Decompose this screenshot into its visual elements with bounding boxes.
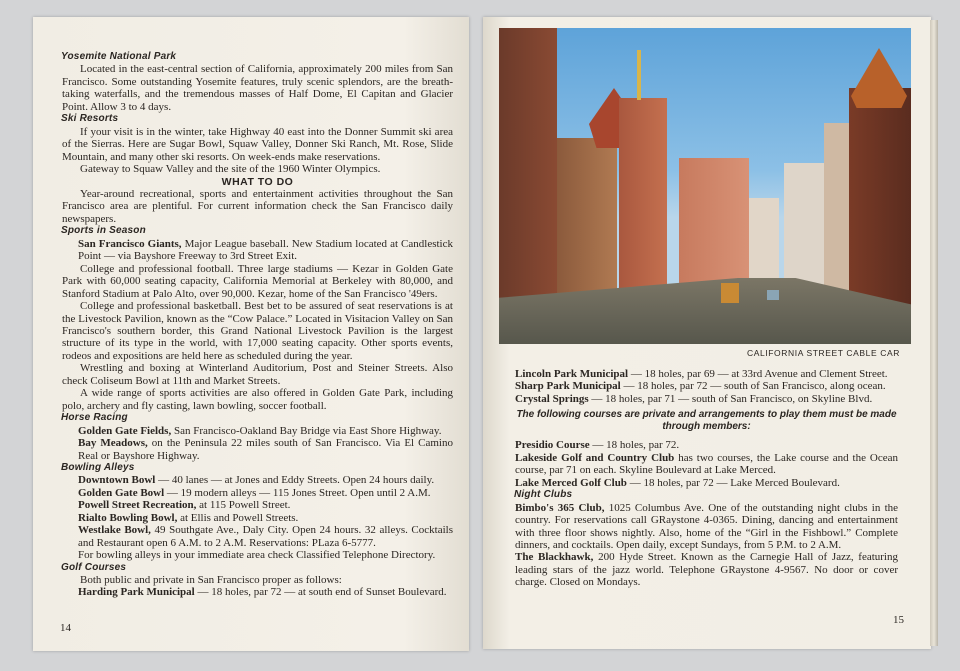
right-page-text <box>515 368 898 589</box>
listing-entry <box>515 439 898 451</box>
paragraph: Both public and private in San Francisco proper as follows: <box>80 574 342 587</box>
page-edges <box>930 20 938 646</box>
photo-caption: CALIFORNIA STREET CABLE CAR <box>746 348 900 358</box>
section-heading: Yosemite National Park <box>61 51 177 62</box>
listing-entry <box>62 512 453 524</box>
listing-name: The Blackhawk, <box>515 551 594 564</box>
listing-entry <box>515 551 898 588</box>
paragraph: Wrestling and boxing at Winterland Auditorium, Post and Steiner Streets. Also check Coliseum Bowl at 11th and Market Streets. <box>62 362 453 387</box>
listing-details: San Francisco-Oakland Bay Bridge via East Shore Highway. <box>171 424 442 437</box>
listing-name: Lake Merced Golf Club <box>515 476 627 489</box>
paragraph: College and professional basketball. Best bet to be assured of seat reservations is at the Livestock Pavilion, known as the “Cow Palace.” Located in Visitacion Valley on San Francisco's southern border, this Grand National Livestock Pavilion is the largest structure of its type in the world, with 17,000 seating capacity. Other sports events, rodeos and expositions are held here as scheduled during the year. <box>62 300 453 362</box>
listing-entry <box>62 474 453 486</box>
listing-name: Crystal Springs <box>515 392 589 405</box>
listing-details: For bowling alleys in your immediate area check Classified Telephone Directory. <box>78 549 436 562</box>
section-heading: Ski Resorts <box>61 113 119 125</box>
listing-entry <box>515 502 898 552</box>
section-heading: Golf Courses <box>61 561 127 573</box>
listing-details: 49 Southgate Ave., Daly City. Open 24 hours. 32 alleys. Cocktails and Restaurant open 6 A.M. to 2 A.M. Reservations: PLaza 6-5777. <box>78 524 453 549</box>
cable-car-photo <box>499 28 911 344</box>
listing-name: Lakeside Golf and Country Club <box>515 451 675 464</box>
listing-details: — 18 holes, par 72. <box>589 439 680 452</box>
listing-name: Rialto Bowling Bowl, <box>78 511 178 524</box>
listing-name: Downtown Bowl <box>78 474 156 487</box>
section-heading: Bowling Alleys <box>61 461 135 473</box>
listing-entry <box>62 524 453 549</box>
section-heading: Sports in Season <box>61 225 146 237</box>
listing-name: Bay Meadows, <box>78 437 148 450</box>
listing-name: Lincoln Park Municipal <box>515 368 629 380</box>
section-title: WHAT TO DO <box>221 175 294 188</box>
listing-details: 200 Hyde Street. Known as the Carnegie Hall of Jazz, featuring leading stars of the jazz world. Telephone GRaystone 4-9567. No door or cover charge. Closed on Mondays. <box>515 551 898 589</box>
listing-details: — 18 holes, par 69 — at 33rd Avenue and Clement Street. <box>628 368 888 380</box>
paragraph: College and professional football. Three large stadiums — Kezar in Golden Gate Park with 60,000 seating capacity, California Memorial at Berkeley with 80,000, and Stanford Stadium at Palo Alto, over 90,000. Kezar, home of the San Francisco '49ers. <box>62 262 453 300</box>
listing-details: — 18 holes, par 71 — south of San Francisco, on Skyline Blvd. <box>588 392 873 405</box>
listing-name: Golden Gate Fields, <box>78 424 172 437</box>
listing-entry <box>62 487 453 499</box>
paragraph: A wide range of sports activities are also offered in Golden Gate Park, including polo, archery and fly casting, lawn bowling, soccer football. <box>62 387 453 412</box>
listing-details: — 40 lanes — at Jones and Eddy Streets. Open 24 hours daily. <box>155 474 435 487</box>
listing-entry <box>62 425 453 437</box>
listing-entry <box>515 393 898 405</box>
listing-details: — 18 holes, par 72 — at south end of Sunset Boulevard. <box>194 586 447 599</box>
listing-details: has two courses, the Lake course and the Ocean course, par 71 on each. Skyline Boulevard at Lake Merced. <box>515 451 898 477</box>
paragraph: If your visit is in the winter, take Highway 40 east into the Donner Summit ski area of the Sierras. Here are Sugar Bowl, Squaw Valley, Donner Ski Ranch, Mt. Rose, Slide Mountain, and many other ski resorts. On week-ends make reservations. <box>62 125 453 163</box>
listing-entry <box>62 437 453 462</box>
listing-entry <box>515 368 898 380</box>
listing-details: at 115 Powell Street. <box>196 499 291 512</box>
listing-entry <box>62 586 453 598</box>
left-page-text <box>62 51 453 599</box>
listing-details: on the Peninsula 22 miles south of San Francisco. Via El Camino Real or Bayshore Highway. <box>78 437 453 462</box>
section-heading: Night Clubs <box>514 489 573 501</box>
listing-entry <box>62 238 453 263</box>
listing-name: Golden Gate Bowl <box>78 486 165 499</box>
listing-details: — 18 holes, par 72 — south of San Francisco, along ocean. <box>620 380 886 393</box>
listing-details: Major League baseball. New Stadium located at Candlestick Point — via Bayshore Freeway to 3rd Street Exit. <box>78 237 453 263</box>
listing-name: Sharp Park Municipal <box>515 380 621 393</box>
listing-name: Bimbo's 365 Club, <box>515 501 605 514</box>
page-number-left: 14 <box>60 622 71 634</box>
listing-details: — 19 modern alleys — 115 Jones Street. Open until 2 A.M. <box>164 486 431 499</box>
listing-entry <box>515 452 898 477</box>
listing-entry <box>515 477 898 489</box>
listing-name: Presidio Course <box>515 439 590 452</box>
page-number-right: 15 <box>893 614 904 626</box>
section-heading: Horse Racing <box>61 412 128 424</box>
listing-entry <box>515 380 898 392</box>
paragraph: Located in the east-central section of California, approximately 200 miles from San Francisco. Some outstanding Yosemite features, truly scenic splendors, are the breath-taking waterfalls, and the tremendous masses of Half Dome, El Capitan and Glacier Point. Allow 3 to 4 days. <box>62 63 453 113</box>
listing-name: Westlake Bowl, <box>78 524 151 537</box>
listing-details: at Ellis and Powell Streets. <box>177 511 299 524</box>
paragraph: Gateway to Squaw Valley and the site of the 1960 Winter Olympics. <box>80 163 381 176</box>
listing-name: Harding Park Municipal <box>78 586 195 599</box>
listing-name: Powell Street Recreation, <box>78 499 197 512</box>
paragraph: Year-around recreational, sports and entertainment activities throughout the San Francisco area are plentiful. For current information check the San Francisco daily newspapers. <box>62 187 453 225</box>
listing-entry <box>62 549 453 561</box>
listing-entry <box>62 499 453 511</box>
listing-details: 1025 Columbus Ave. One of the outstanding night clubs in the country. For reservations call GRaystone 4-0365. Dining, dancing and entertainment with three floor shows nightly. Also, home of the “Girl in the Fishbowl.” Complete dinners, and cocktails. Open daily, except Sundays, from 5 P.M. to 2 A.M. <box>515 501 899 551</box>
listing-name: San Francisco Giants, <box>78 237 182 250</box>
private-courses-note: The following courses are private and arrangements to play them must be made through members: <box>516 409 897 433</box>
listing-details: — 18 holes, par 72 — Lake Merced Boulevard. <box>626 476 840 489</box>
